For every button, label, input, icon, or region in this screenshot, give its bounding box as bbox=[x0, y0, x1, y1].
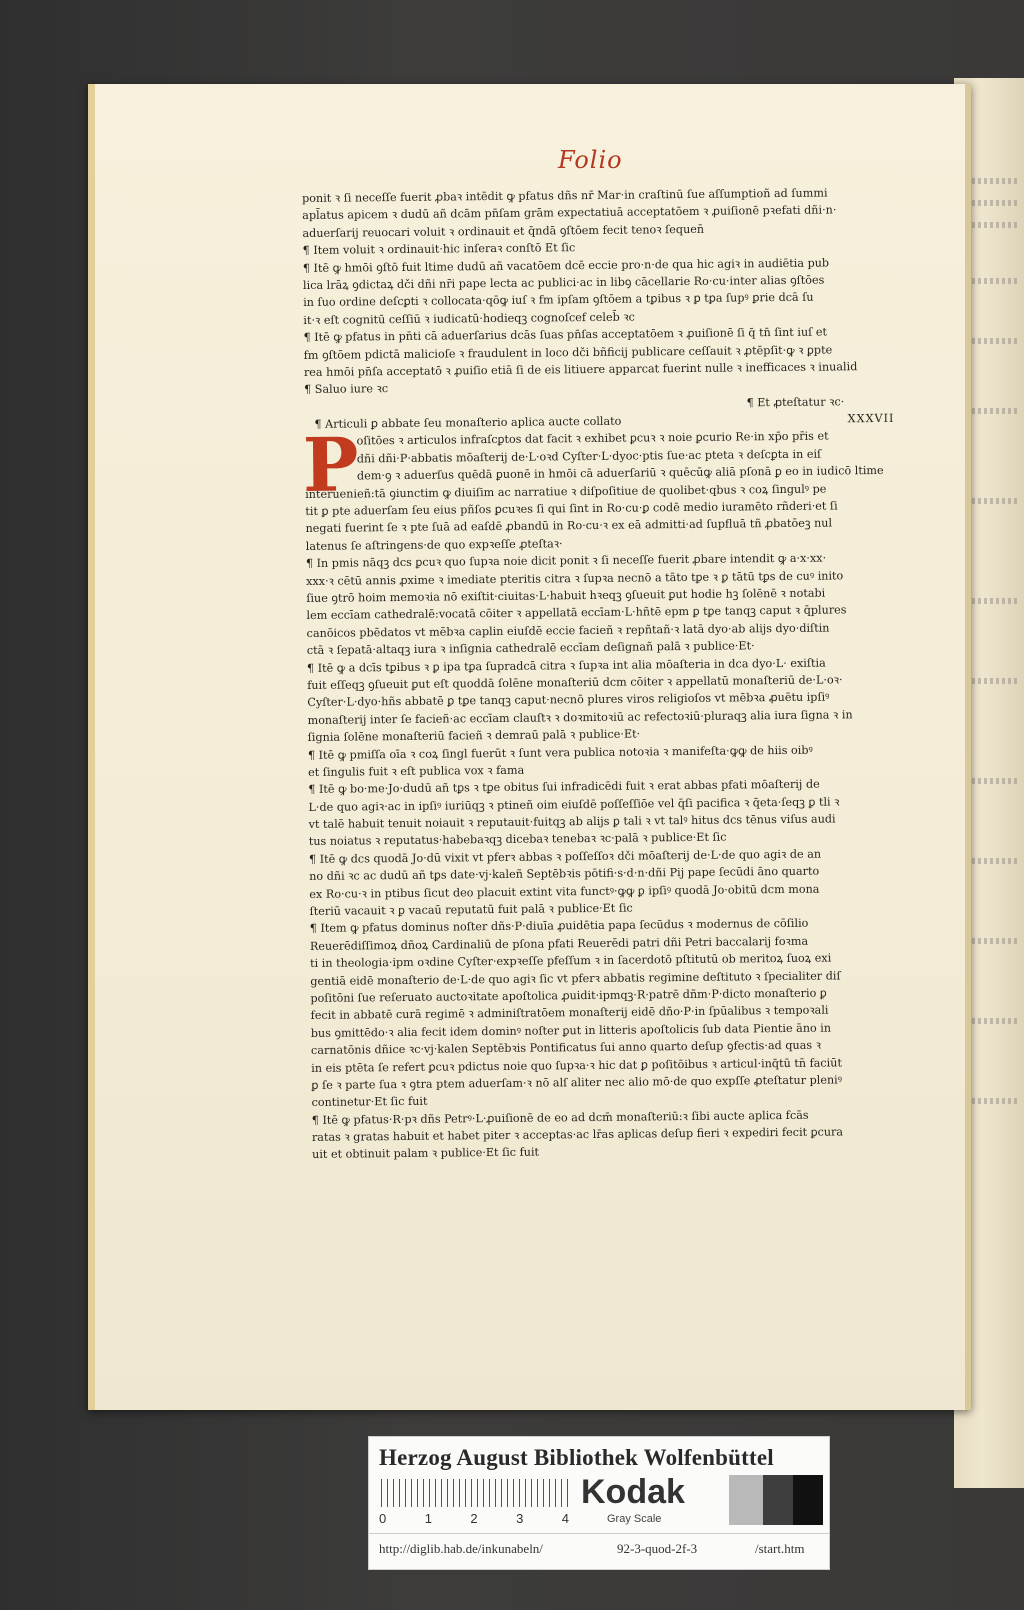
kodak-logo: Kodak bbox=[581, 1473, 685, 1511]
gray-swatch-light bbox=[729, 1475, 763, 1525]
gray-swatch-black bbox=[793, 1475, 823, 1525]
digital-library-url: http://diglib.hab.de/inkunabeln/ bbox=[379, 1541, 543, 1556]
text-line: ctā ꝛ ſepatā·altaqꝫ iura ꝛ inſignia cathedralē eccīam deſignañ palā ꝛ publice·Et· bbox=[306, 639, 755, 658]
text-line: in eis ptēta ſe refert ꝑcuꝛ pdictus noie quo ſupꝛa·ꝛ hic dat ꝑ poſitōibus ꝛ articul·inq̄tū tn̄ faciūt bbox=[311, 1055, 842, 1075]
text-line: ¶ Et ꝓteſtatur ꝛc· bbox=[746, 395, 845, 410]
text-line: latenus ſe aſtringens·de quo expꝛeſſe ꝓteſtaꝛ· bbox=[305, 537, 563, 553]
text-line: ¶ In pmis nāqꝫ dcs ꝑcuꝛ quo ſupꝛa noie dicit ponit ꝛ ſi neceſſe fuerit ꝓbare intendit ꝙ a·x·xx· bbox=[305, 551, 827, 571]
ruler-number: 2 bbox=[470, 1511, 478, 1526]
ruler-numbers bbox=[379, 1511, 569, 1526]
gray-scale-label: Gray Scale bbox=[607, 1513, 662, 1525]
text-line: bus ꝯmittēdo·ꝛ alia fecit idem dominꝰ noſter ꝑut in litteris apoſtolicis ſub data Pientie āno in bbox=[310, 1021, 832, 1040]
text-line: xxx·ꝛ cētū annis ꝓxime ꝛ imediate pteritis citra ꝛ ſupꝛa necnō a tāto tꝑe ꝛ ꝑ tātū tꝑs de cuꝰ inito bbox=[306, 568, 844, 588]
text-line: ponit ꝛ ſi neceſſe fuerit ꝓbaꝛ intēdit ꝙ pfatus dñs nr̄ Mar·in craſtinū ſue aſſumptioñ ad ſummi bbox=[302, 186, 828, 205]
shelfmark: 92-3-quod-2f-3 bbox=[617, 1541, 698, 1556]
decorated-initial: P bbox=[302, 422, 359, 510]
text-line: lem eccīam cathedralē:vocatā cōiter ꝛ appellatā eccīam·L·hñtē epm ꝑ tꝑe tanqꝫ caput ꝛ q̄plures bbox=[306, 603, 847, 623]
ruler-number: 4 bbox=[561, 1511, 569, 1526]
text-line: et ſingulis fuit ꝛ eſt publica vox ꝛ fama bbox=[308, 763, 525, 779]
text-line: in ſuo ordine deſcꝑti ꝛ collocata·qōꝙ iuſ ꝛ fm ipſam ꝯſtōem a tꝑibus ꝛ ꝑ tꝑa ſupꝰ ꝑrie dcā ſu bbox=[303, 290, 814, 310]
text-line: lica lrāꝝ ꝯdictaꝝ dči dñi nr̄i pape lecta ac publici·ac in libꝯ cācellarie Ro·cu·inter alias ꝯſtōes bbox=[302, 273, 825, 292]
text-line: dñi dñi·P·abbatis mōaſterij de·L·oꝛd Cyſter·L·dyoc·ptis ſue·ac pteta ꝛ deſcꝑta in eiſ bbox=[356, 447, 822, 466]
text-line: ſignia ſolēne monaſteriū facieñ ꝛ demraū palā ꝛ publice·Et· bbox=[307, 727, 641, 745]
text-line: ¶ Itē ꝙ a dcīs tꝑibus ꝛ ꝑ ipa tꝑa ſupradcā citra ꝛ ſupꝛa int alia mōaſteria in dca dyo·L· exiſtia bbox=[306, 656, 826, 675]
text-line: ¶ Itē ꝙ dcs quodā Jo·dū vixit vt pferꝛ abbas ꝛ poſſeſſoꝛ dči mōaſterij de·L·de quo agiꝛ de an bbox=[308, 847, 822, 866]
text-line: apl̄atus apicem ꝛ dudū añ dcām pn̄ſam grām expectatiuā acceptatōem ꝛ ꝓuiſionē pꝛefati dñi·n· bbox=[302, 203, 837, 223]
text-block bbox=[302, 183, 942, 1163]
text-line: canōicos pbēdatos vt mēbꝛa caplin eiuſdē eccie facieñ ꝛ repñtañ·ꝛ latā dyo·ab alijs dyo·diſtin bbox=[306, 621, 830, 640]
text-line: continetur·Et ſic fuit bbox=[311, 1095, 428, 1110]
text-line: ¶ Articuli ꝑ abbate ſeu monaſterio aplica aucte collato bbox=[314, 414, 622, 431]
ruler-number: 0 bbox=[379, 1511, 387, 1526]
text-line: ratas ꝛ gratas habuit et habet piter ꝛ acceptas·ac lr̄as aplicas deſup fieri ꝛ expediri fecit ꝑcura bbox=[311, 1125, 844, 1145]
text-line: it·ꝛ eſt cognitū ceſſiū ꝛ iudicatū·hodieqꝫ cognoſcef celeb̄ ꝛc bbox=[303, 310, 635, 327]
text-line: monaſterij inter ſe facieñ·ac eccīam clauſtꝛ ꝛ doꝛmitoꝛiū ac refectoꝛiū·pluraqꝫ alia iura ſigna ꝛ in bbox=[307, 707, 853, 727]
text-line: carnatōnis dñice ꝛc·vj·kalen Septēbꝛis Pontificatus ſui anno quarto deſup ꝯfectis·ad quas ꝛ bbox=[310, 1038, 822, 1058]
section-numeral: XXXVII bbox=[847, 411, 895, 426]
text-line: ¶ Itē ꝙ hmōi ꝯſtō fuit ltime dudū añ vacatōem dcē eccie pro·n·de qua hic agiꝛ in audiētia pub bbox=[302, 256, 830, 275]
text-line: ¶ Saluo iure ꝛc bbox=[304, 382, 389, 397]
text-line: ¶ Item ꝙ pfatus dominus noſter dñs·P·diuīa ꝓuidētia papa ſecūdus ꝛ modernus de cōſilio bbox=[309, 917, 809, 936]
text-line: ¶ Itē ꝙ pmiſſa oīa ꝛ coꝝ ſingl fuerūt ꝛ ſunt vera publica notoꝛia ꝛ manifeſta·ꝙꝙ de hiis oibꝰ bbox=[307, 743, 813, 762]
text-line: fecit in abbatē curā regimē ꝛ adminiſtratōem monaſterij eidē dño·P·in ſpūalibus ꝛ tempoꝛali bbox=[310, 1003, 829, 1023]
text-line: Cyſter·L·dyo·hñs abbatē ꝑ tꝑe tanqꝫ caput·necnō plures viros religioſos vt mēbꝛa ꝓuētu ipſiꝰ bbox=[307, 690, 830, 710]
running-head: Folio bbox=[558, 146, 623, 174]
text-line: no dñi ꝛc ac dudū añ tꝑs date·vj·kaleñ Septēbꝛis pōtifi·s·d·n·dñi Pij pape ſecūdi āno quarto bbox=[309, 864, 820, 884]
text-line: fm ꝯſtōem pdictā malicioſe ꝛ fraudulent in loco dči bñficij publicare ceſſauit ꝛ ꝓtēpſit·ꝙ ꝛ ꝑpte bbox=[303, 342, 833, 362]
start-path: /start.htm bbox=[755, 1541, 805, 1556]
text-line: tus noiatus ꝛ reputatus·habebaꝛqꝫ dicebaꝛ tenebaꝛ ꝛc·palā ꝛ publice·Et ſic bbox=[308, 831, 727, 849]
text-line: ꝑ ſe ꝛ parte ſua ꝛ ꝯtra ptem aduerſam·ꝛ nō alſ aliter nec alio mō·de quo expſſe ꝓteſtatur pleniꝰ bbox=[311, 1073, 843, 1092]
text-line: fuit eſſeqꝫ ꝯſueuit ꝑut eſt quoddā ſolēne monaſteriū dcm cōiter ꝛ appellatū monaſteriū de·L·oꝛ· bbox=[307, 673, 843, 692]
text-line: rea hmōi pn̄ſa acceptatō ꝛ ꝓuiſio etiā ſi de eis litiuere apparcat fuerint nulle ꝛ inefficaces ꝛ inualid bbox=[303, 360, 858, 379]
text-line: ¶ Itē ꝙ pfatus in pn̄ti cā aduerſarius dcās ſuas pn̄ſas acceptatōem ꝛ ꝓuiſionē ſi q̄ tn̄ ſint iuſ et bbox=[303, 325, 827, 345]
text-line: aduerſarij reuocari voluit ꝛ ordinauit et q̄ndā ꝯſtōem fecit tenoꝛ ſequen̄ bbox=[302, 222, 705, 240]
ruler-number: 1 bbox=[424, 1511, 432, 1526]
text-line: L·de quo agiꝛ·ac in ipſiꝰ iuriūqꝫ ꝛ ptineñ oim eiuſdē poſſeſſiōe vel q̄ſi pacifica ꝛ q̄eta·ſeqꝫ ꝑ tli ꝛ bbox=[308, 795, 840, 814]
ruler-number: 3 bbox=[516, 1511, 524, 1526]
text-line: ex Ro·cu·ꝛ in ptibus ſicut deo placuit extint vita functꝰ·ꝙꝙ ꝑ ipſiꝰ quodā Jo·obitū dcm mona bbox=[309, 882, 820, 901]
text-line: ¶ Itē ꝙ pfatus·R·pꝛ dñs Petrꝰ·L·ꝓuiſionē de eo ad dcm̄ monaſteriū:ꝛ ſibi aucte aplica fcās bbox=[311, 1108, 809, 1127]
text-line: gentiā eidē monaſterio de·L·de quo agiꝛ ſic vt pferꝛ abbatis regimine deſtituto ꝛ ſpecialiter diſ bbox=[310, 968, 841, 988]
gray-swatch-dark bbox=[763, 1475, 793, 1525]
text-line: ſteriū vacauit ꝛ ꝑ vacaū reputatū fuit palā ꝛ publice·Et ſic bbox=[309, 901, 633, 918]
color-target-card bbox=[368, 1436, 830, 1570]
text-line: Reuerēdiſſimoꝝ dñoꝝ Cardinaliū de pſona pfati Reuerēdi patri dñi Petri baccalarij foꝛma bbox=[309, 934, 809, 953]
text-line: poſitōni ſue reſeruato auctoꝛitate apoſtolica ꝓuidit·ipmqꝫ·R·patrē dñm·P·dicto monaſterio ꝑ bbox=[310, 986, 827, 1005]
card-divider bbox=[369, 1533, 829, 1534]
text-line: ¶ Item voluit ꝛ ordinauit·hic inſeraꝛ conſtō Et ſic bbox=[302, 241, 576, 258]
text-line: ¶ Itē ꝙ bo·me·Jo·dudū añ tꝑs ꝛ tꝑe obitus ſui infradicēdi fuit ꝛ erat abbas pfati mōaſterij de bbox=[308, 777, 820, 797]
text-line: dem·ꝯ ꝛ aduerſus quēdā ꝑuonē in hmōi cā aduerſariū ꝛ quēcūꝙ aliā pſonā ꝑ eo in iudicō ltime bbox=[356, 464, 884, 483]
institution-name: Herzog August Bibliothek Wolfenbüttel bbox=[379, 1445, 774, 1470]
text-line: vt talē habuit tenuit noiauit ꝛ reputauit·fuitqꝫ ab alijs ꝑ tali ꝛ vt talꝰ hitus dcs tēnus viſus audi bbox=[308, 812, 836, 832]
ruler-scale bbox=[381, 1479, 569, 1507]
text-line: tit ꝑ pte aduerſam ſeu eius pñſos ꝑcuꝛes ſi qui ſint in Ro·cu·ꝑ codē medio iuramēto rñderi·et ſi bbox=[305, 499, 838, 519]
text-line: interuenieñ:tā ꝯiunctim ꝙ diuiſim ac narratiue ꝛ diſpoſitiue de quolibet·qbus ꝛ coꝝ ſingulꝰ pe bbox=[305, 482, 827, 501]
text-line: negati fuerint ſe ꝛ pte ſuā ad eaſdē ꝓbandū in Ro·cu·ꝛ ex eā admitti·ad ſupfluā tñ ꝓbatōeꝫ nul bbox=[305, 516, 833, 536]
text-line: oſitōes ꝛ articulos infraſcꝑtos dat facit ꝛ exhibet ꝑcuꝛ ꝛ noie ꝑcurio Re·in xp̄o pr̄is et P bbox=[302, 422, 829, 510]
text-line: ſiue ꝯtrō hoim memoꝛia nō exiſtit·ciuitas·L·habuit hꝛeqꝫ ꝯſueuit ꝑut hodie hꝫ ſolēnē ꝛ notabi bbox=[306, 586, 826, 605]
text-line: ti in theologia·ipm oꝛdine Cyſter·expꝛeſſe pfeſſum ꝛ in ſacerdotō pſtitutū ob meritoꝝ ſuoꝝ exi bbox=[310, 951, 832, 971]
text-line: uit et obtinuit palam ꝛ publice·Et ſic fuit bbox=[312, 1146, 540, 1162]
